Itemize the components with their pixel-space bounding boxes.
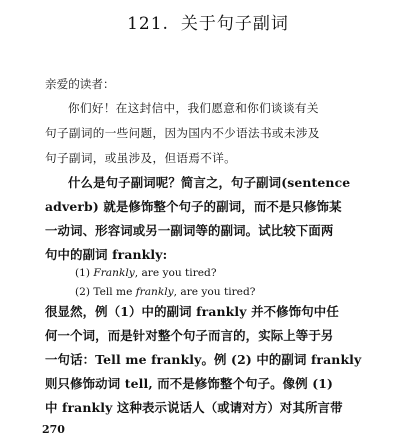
example-rest: , are you tired? — [134, 267, 217, 279]
example-label: (1) — [75, 267, 91, 279]
page-number: 270 — [42, 423, 65, 436]
example-adverb: frankly — [135, 286, 174, 298]
body-line: 一动词、形容词或另一副词等的副词。试比较下面两 — [45, 223, 334, 238]
letter-line: 你们好！在这封信中，我们愿意和你们谈谈有关 — [68, 101, 319, 115]
body-line: 什么是句子副词呢？简言之，句子副词(sentence — [68, 175, 351, 190]
example-rest: , are you tired? — [173, 286, 256, 298]
chapter-title — [0, 9, 416, 34]
body-line: 何一个词，而是针对整个句子而言的，实际上等于另 — [45, 328, 334, 343]
example-label: (2) — [75, 286, 91, 298]
letter-salutation: 亲爱的读者： — [45, 77, 115, 91]
example-sentence-2 — [75, 284, 255, 300]
body-line: 则只修饰动词 tell, 而不是修饰整个句子。像例 (1) — [45, 376, 334, 391]
body-line: adverb) 就是修饰整个句子的副词，而不是只修饰某 — [45, 199, 342, 214]
example-before: Tell me — [93, 286, 136, 298]
body-line: 句中的副词 frankly: — [45, 247, 168, 262]
chapter-number: 121. — [127, 14, 169, 34]
body-line: 中 frankly 这种表示说话人（或请对方）对其所言带 — [45, 400, 343, 415]
example-adverb: Frankly — [93, 267, 135, 279]
chapter-title-text: 关于句子副词 — [180, 14, 289, 34]
letter-line: 句子副词，或虽涉及，但语焉不详。 — [45, 151, 237, 165]
example-sentence-1 — [75, 265, 217, 281]
body-line: 很显然，例（1）中的副词 frankly 并不修饰句中任 — [45, 304, 339, 319]
body-line: 一句话：Tell me frankly。例 (2) 中的副词 frankly — [45, 352, 362, 367]
letter-line: 句子副词的一些问题，因为国内不少语法书或未涉及 — [45, 126, 320, 140]
